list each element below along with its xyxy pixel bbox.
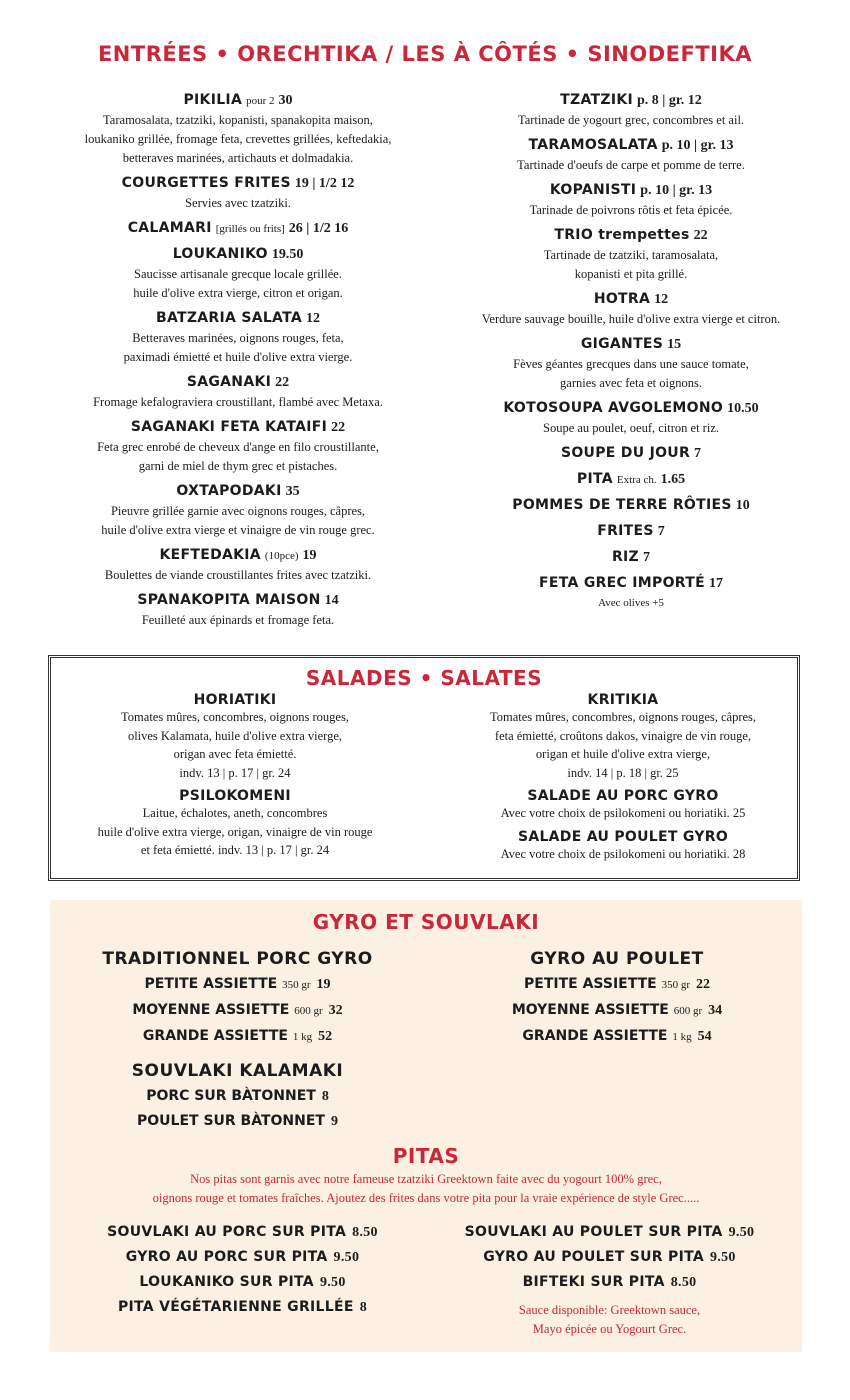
gyro-row-label: POULET SUR BÀTONNET bbox=[137, 1113, 325, 1129]
menu-item-price: 19 | 1/2 12 bbox=[294, 176, 355, 191]
pita-row bbox=[50, 1220, 435, 1245]
pita-row-label: SOUVLAKI AU POULET SUR PITA bbox=[464, 1224, 723, 1240]
menu-item-price: 19 bbox=[302, 548, 317, 563]
gyro-row bbox=[432, 972, 802, 998]
menu-item-name: SAGANAKI FETA KATAIFI bbox=[130, 419, 328, 435]
menu-item-extra: (10pce) bbox=[264, 550, 299, 562]
menu-item-price: 7 bbox=[694, 446, 702, 461]
menu-item bbox=[440, 398, 822, 438]
porc-gyro-heading: TRADITIONNEL PORC GYRO bbox=[102, 949, 373, 969]
salades-section-title: SALADES • SALATES bbox=[305, 666, 543, 690]
menu-item-name: HOTRA bbox=[593, 291, 651, 307]
menu-item-description: Fromage kefalograviera croustillant, flambé avec Metaxa. bbox=[93, 395, 383, 409]
menu-item-description: huile d'olive extra vierge et vinaigre de vin rouge grec. bbox=[101, 523, 375, 537]
salad-item bbox=[451, 829, 795, 864]
menu-item bbox=[440, 289, 822, 329]
salades-right-column bbox=[451, 692, 795, 869]
menu-item-name: CALAMARI bbox=[127, 220, 212, 236]
gyro-row-price: 54 bbox=[697, 1029, 712, 1044]
pita-row-price: 8.50 bbox=[670, 1275, 697, 1290]
souvlaki-heading: SOUVLAKI KALAMAKI bbox=[131, 1061, 344, 1081]
menu-item-price: 19.50 bbox=[271, 247, 304, 262]
menu-item bbox=[440, 495, 822, 516]
menu-item-name: KOPANISTI bbox=[549, 182, 637, 198]
gyro-row-weight: 600 gr bbox=[294, 1005, 323, 1017]
pitas-section-title: PITAS bbox=[392, 1144, 460, 1168]
menu-item-title bbox=[52, 545, 424, 566]
menu-item-price: p. 10 | gr. 13 bbox=[640, 183, 713, 198]
menu-item bbox=[440, 521, 822, 542]
menu-item-name: SPANAKOPITA MAISON bbox=[137, 592, 321, 608]
menu-item-name: TRIO trempettes bbox=[554, 227, 690, 243]
porc-gyro-list bbox=[50, 972, 425, 1050]
pita-row-price: 9.50 bbox=[319, 1275, 346, 1290]
menu-item-title bbox=[440, 90, 822, 111]
gyro-row-weight: 350 gr bbox=[661, 979, 690, 991]
menu-item-description: Boulettes de viande croustillantes frites avec tzatziki. bbox=[104, 568, 372, 582]
pita-row-price: 9.50 bbox=[728, 1225, 755, 1240]
menu-item-description: Feta grec enrobé de cheveux d'ange en filo croustillante, bbox=[97, 440, 379, 454]
menu-item bbox=[440, 443, 822, 464]
menu-item-price: 14 bbox=[324, 593, 339, 608]
pita-row-label: LOUKANIKO SUR PITA bbox=[139, 1274, 314, 1290]
salad-item-description: feta émietté, croûtons dakos, vinaigre de vin rouge, bbox=[494, 728, 752, 743]
menu-item-description: Pieuvre grillée garnie avec oignons rouges, câpres, bbox=[110, 504, 366, 518]
menu-item-price: 22 bbox=[331, 420, 346, 435]
menu-item-name: SAGANAKI bbox=[186, 374, 272, 390]
souvlaki-list bbox=[50, 1084, 425, 1134]
menu-item bbox=[440, 90, 822, 130]
pita-row-price: 8.50 bbox=[352, 1225, 378, 1240]
gyro-row bbox=[50, 972, 425, 998]
menu-item-description: Tarinade de poivrons rôtis et feta épicée. bbox=[529, 203, 733, 217]
menu-item-title bbox=[440, 289, 822, 310]
salad-item-name: SALADE AU POULET GYRO bbox=[517, 828, 729, 845]
menu-item-extra: pour 2 bbox=[246, 95, 275, 107]
gyro-row-weight: 350 gr bbox=[282, 979, 311, 991]
menu-item bbox=[52, 244, 424, 303]
salad-item-prices: et feta émietté. indv. 13 | p. 17 | gr. 24 bbox=[140, 843, 330, 857]
menu-item-title bbox=[440, 398, 822, 419]
salad-item-description: huile d'olive extra vierge, origan, vinaigre de vin rouge bbox=[97, 824, 373, 839]
salad-item-description: Laitue, échalotes, aneth, concombres bbox=[142, 806, 328, 820]
gyro-row-label: MOYENNE ASSIETTE bbox=[511, 1002, 669, 1018]
gyro-row-price: 22 bbox=[696, 977, 710, 992]
gyro-row-price: 8 bbox=[321, 1089, 329, 1104]
menu-item-name: FETA GREC IMPORTÉ bbox=[539, 575, 705, 591]
gyro-row-price: 9 bbox=[330, 1114, 338, 1129]
gyro-row-label: PORC SUR BÀTONNET bbox=[146, 1088, 316, 1104]
salad-item-prices: indv. 14 | p. 18 | gr. 25 bbox=[567, 765, 679, 780]
menu-item bbox=[440, 180, 822, 220]
menu-item-description: Verdure sauvage bouille, huile d'olive extra vierge et citron. bbox=[481, 312, 781, 326]
gyro-souvlaki-panel bbox=[50, 900, 802, 1352]
menu-item bbox=[440, 225, 822, 284]
pita-row-label: GYRO AU PORC SUR PITA bbox=[125, 1249, 328, 1265]
menu-item-title bbox=[440, 495, 822, 516]
menu-item-description: Tartinade de yogourt grec, concombres et ail. bbox=[517, 113, 745, 127]
pitas-left-column bbox=[50, 1220, 435, 1320]
menu-item-price: 12 bbox=[654, 292, 669, 307]
menu-item-title bbox=[52, 481, 424, 502]
menu-item-description: paximadi émietté et huile d'olive extra vierge. bbox=[123, 350, 353, 364]
salad-item-name: HORIATIKI bbox=[193, 692, 277, 708]
menu-item-title bbox=[52, 372, 424, 393]
pita-row-price: 8 bbox=[359, 1300, 368, 1315]
menu-item-name: POMMES DE TERRE RÔTIES bbox=[512, 497, 732, 513]
salad-item-name: SALADE AU PORC GYRO bbox=[527, 788, 719, 804]
menu-item-name: BATZARIA SALATA bbox=[155, 310, 303, 326]
menu-item-description: Fèves géantes grecques dans une sauce tomate, bbox=[513, 357, 749, 371]
entrees-right-column bbox=[440, 90, 822, 618]
menu-item bbox=[52, 372, 424, 412]
menu-item bbox=[52, 590, 424, 630]
entrees-left-column bbox=[52, 90, 424, 635]
menu-item-name: TZATZIKI bbox=[560, 92, 633, 108]
pitas-note bbox=[50, 1170, 802, 1207]
menu-item-title bbox=[52, 244, 424, 265]
menu-item-price: 30 bbox=[278, 93, 293, 108]
salades-section bbox=[48, 655, 800, 881]
menu-item-price: 10 bbox=[735, 498, 750, 513]
salad-item-prices: Avec votre choix de psilokomeni ou horiatiki. 25 bbox=[500, 806, 746, 820]
menu-item-name: PITA bbox=[576, 471, 613, 487]
pitas-note-line: Nos pitas sont garnis avec notre fameuse tzatziki Greektown faite avec du yogourt 100% grec, bbox=[190, 1172, 662, 1186]
menu-item-title bbox=[440, 469, 822, 490]
menu-item-title bbox=[440, 547, 822, 568]
menu-item-description: Soupe au poulet, oeuf, citron et riz. bbox=[543, 421, 719, 435]
salad-item bbox=[451, 788, 795, 823]
salad-item-description: Tomates mûres, concombres, oignons rouges, bbox=[121, 710, 349, 724]
menu-item-title bbox=[52, 590, 424, 611]
gyro-row-label: GRANDE ASSIETTE bbox=[142, 1028, 288, 1044]
menu-item-name: LOUKANIKO bbox=[172, 246, 268, 262]
salad-item-description: origan et huile d'olive extra vierge, bbox=[535, 747, 711, 761]
menu-item-title bbox=[440, 180, 822, 201]
gyro-row-price: 32 bbox=[328, 1003, 343, 1018]
gyro-row-weight: 1 kg bbox=[672, 1031, 692, 1043]
salad-item-name: PSILOKOMENI bbox=[179, 788, 291, 804]
menu-item-name: COURGETTES FRITES bbox=[121, 175, 291, 191]
menu-item-title bbox=[440, 443, 822, 464]
menu-item-description: Avec olives +5 bbox=[598, 597, 664, 609]
menu-item-description: Taramosalata, tzatziki, kopanisti, spanakopita maison, bbox=[103, 113, 373, 127]
salad-item bbox=[63, 692, 407, 782]
menu-item bbox=[440, 135, 822, 175]
menu-item bbox=[52, 417, 424, 476]
menu-item bbox=[440, 334, 822, 393]
menu-item-price: 17 bbox=[708, 576, 723, 591]
sauce-note-line: Sauce disponible: Greektown sauce, bbox=[518, 1303, 701, 1317]
gyro-row bbox=[432, 1024, 802, 1050]
pita-row bbox=[422, 1245, 797, 1270]
pita-row-price: 9.50 bbox=[333, 1250, 360, 1265]
menu-item-title bbox=[440, 135, 822, 156]
gyro-right-column bbox=[432, 946, 802, 1050]
menu-item-name: GIGANTES bbox=[580, 336, 664, 352]
gyro-row bbox=[50, 1109, 425, 1134]
poulet-gyro-heading: GYRO AU POULET bbox=[530, 949, 704, 969]
menu-item-price: 7 bbox=[657, 524, 665, 539]
menu-item-title bbox=[52, 308, 424, 329]
menu-item-price: 26 | 1/2 16 bbox=[288, 221, 349, 236]
menu-item bbox=[52, 90, 424, 168]
menu-item-name: FRITES bbox=[597, 523, 654, 539]
pita-row bbox=[422, 1220, 797, 1245]
pita-row-price: 9.50 bbox=[710, 1250, 736, 1265]
pita-row-label: PITA VÉGÉTARIENNE GRILLÉE bbox=[117, 1299, 354, 1315]
sauce-note-line: Mayo épicée ou Yogourt Grec. bbox=[532, 1322, 687, 1336]
pita-row bbox=[422, 1270, 797, 1295]
menu-item-name: KOTOSOUPA AVGOLEMONO bbox=[503, 400, 724, 416]
menu-item bbox=[440, 469, 822, 490]
menu-item-description: loukaniko grillée, fromage feta, crevettes grillées, keftedakia, bbox=[84, 132, 392, 146]
menu-item-name: RIZ bbox=[611, 549, 640, 565]
menu-item bbox=[440, 573, 822, 613]
gyro-row-weight: 1 kg bbox=[292, 1031, 313, 1043]
menu-item-price: 7 bbox=[643, 550, 651, 565]
gyro-row bbox=[50, 998, 425, 1024]
menu-item-price: 15 bbox=[667, 337, 682, 352]
menu-item-description: kopanisti et pita grillé. bbox=[574, 267, 688, 281]
menu-item-title bbox=[440, 334, 822, 355]
entrees-section-title: ENTRÉES • ORECHTIKA / LES À CÔTÉS • SINODEFTIKA bbox=[97, 42, 753, 66]
menu-item bbox=[440, 547, 822, 568]
menu-item-description: Betteraves marinées, oignons rouges, feta, bbox=[132, 331, 344, 345]
salad-item-prices: indv. 13 | p. 17 | gr. 24 bbox=[179, 765, 291, 780]
menu-item-price: 22 bbox=[693, 228, 708, 243]
menu-item-name: KEFTEDAKIA bbox=[159, 547, 261, 563]
menu-item-name: PIKILIA bbox=[183, 92, 243, 108]
salad-item-description: Tomates mûres, concombres, oignons rouges, câpres, bbox=[489, 710, 757, 724]
menu-item bbox=[52, 308, 424, 367]
salad-item-prices: Avec votre choix de psilokomeni ou horiatiki. 28 bbox=[500, 846, 746, 861]
gyro-row bbox=[432, 998, 802, 1024]
menu-item bbox=[52, 481, 424, 540]
menu-item-price: p. 8 | gr. 12 bbox=[637, 93, 702, 108]
gyro-row-price: 19 bbox=[316, 977, 331, 992]
gyro-row bbox=[50, 1024, 425, 1050]
menu-item-description: garni de miel de thym grec et pistaches. bbox=[138, 459, 338, 473]
gyro-row-weight: 600 gr bbox=[673, 1005, 703, 1017]
menu-item-title bbox=[440, 225, 822, 246]
menu-item-title bbox=[52, 417, 424, 438]
menu-item-price: 22 bbox=[275, 375, 290, 390]
menu-item-title bbox=[52, 90, 424, 111]
menu-item-title bbox=[440, 573, 822, 594]
gyro-row-label: MOYENNE ASSIETTE bbox=[132, 1002, 290, 1018]
pita-row-label: GYRO AU POULET SUR PITA bbox=[483, 1249, 705, 1265]
pitas-right-column bbox=[422, 1220, 797, 1339]
menu-item-price: 1.65 bbox=[660, 472, 686, 487]
menu-item-title bbox=[52, 173, 424, 194]
sauce-note bbox=[422, 1301, 797, 1339]
gyro-row-price: 34 bbox=[708, 1003, 723, 1018]
pitas-note-line: oignons rouge et tomates fraîches. Ajoutez des frites dans votre pita pour la vraie expérience de style Grec..... bbox=[152, 1190, 700, 1205]
menu-item-price: 10.50 bbox=[727, 401, 759, 416]
menu-item-description: Saucisse artisanale grecque locale grillée. bbox=[134, 267, 342, 281]
salades-left-column bbox=[63, 692, 407, 866]
salad-item-description: origan avec feta émietté. bbox=[173, 747, 297, 761]
menu-item-extra: [grillés ou frits] bbox=[215, 223, 285, 235]
gyro-section-title: GYRO ET SOUVLAKI bbox=[312, 910, 540, 934]
pita-row-label: BIFTEKI SUR PITA bbox=[522, 1274, 665, 1290]
gyro-row-label: PETITE ASSIETTE bbox=[524, 976, 657, 992]
salad-item-description: olives Kalamata, huile d'olive extra vierge, bbox=[127, 728, 343, 743]
menu-item-extra: Extra ch. bbox=[616, 474, 657, 486]
menu-item-description: garnies avec feta et oignons. bbox=[560, 376, 702, 390]
menu-item-name: SOUPE DU JOUR bbox=[560, 445, 691, 461]
pita-row-label: SOUVLAKI AU PORC SUR PITA bbox=[107, 1224, 347, 1240]
gyro-row-label: GRANDE ASSIETTE bbox=[522, 1028, 668, 1044]
menu-item-name: OXTAPODAKI bbox=[176, 483, 282, 499]
menu-item-price: 12 bbox=[306, 311, 321, 326]
menu-item-title bbox=[440, 521, 822, 542]
gyro-row bbox=[50, 1084, 425, 1109]
menu-item bbox=[52, 218, 424, 239]
menu-item-price: 35 bbox=[285, 484, 300, 499]
pita-row bbox=[50, 1270, 435, 1295]
menu-item-description: Feuilleté aux épinards et fromage feta. bbox=[141, 613, 335, 627]
menu-item-name: TARAMOSALATA bbox=[528, 137, 658, 153]
menu-item bbox=[52, 173, 424, 213]
poulet-gyro-list bbox=[432, 972, 802, 1050]
salad-item-name: KRITIKIA bbox=[587, 692, 659, 708]
gyro-row-price: 52 bbox=[318, 1029, 333, 1044]
pita-row bbox=[50, 1245, 435, 1270]
gyro-left-column bbox=[50, 946, 425, 1134]
menu-item-description: Tartinade d'oeufs de carpe et pomme de terre. bbox=[517, 158, 745, 172]
menu-item-description: betteraves marinées, artichauts et dolmadakia. bbox=[122, 151, 354, 165]
salad-item bbox=[63, 788, 407, 860]
menu-item-title bbox=[52, 218, 424, 239]
menu-item-description: huile d'olive extra vierge, citron et origan. bbox=[133, 286, 343, 300]
menu-item-description: Servies avec tzatziki. bbox=[185, 196, 291, 210]
gyro-row-label: PETITE ASSIETTE bbox=[144, 976, 278, 992]
menu-item-description: Tartinade de tzatziki, taramosalata, bbox=[543, 248, 719, 262]
menu-item bbox=[52, 545, 424, 585]
menu-item-price: p. 10 | gr. 13 bbox=[661, 138, 734, 153]
salad-item bbox=[451, 692, 795, 782]
pita-row bbox=[50, 1295, 435, 1320]
